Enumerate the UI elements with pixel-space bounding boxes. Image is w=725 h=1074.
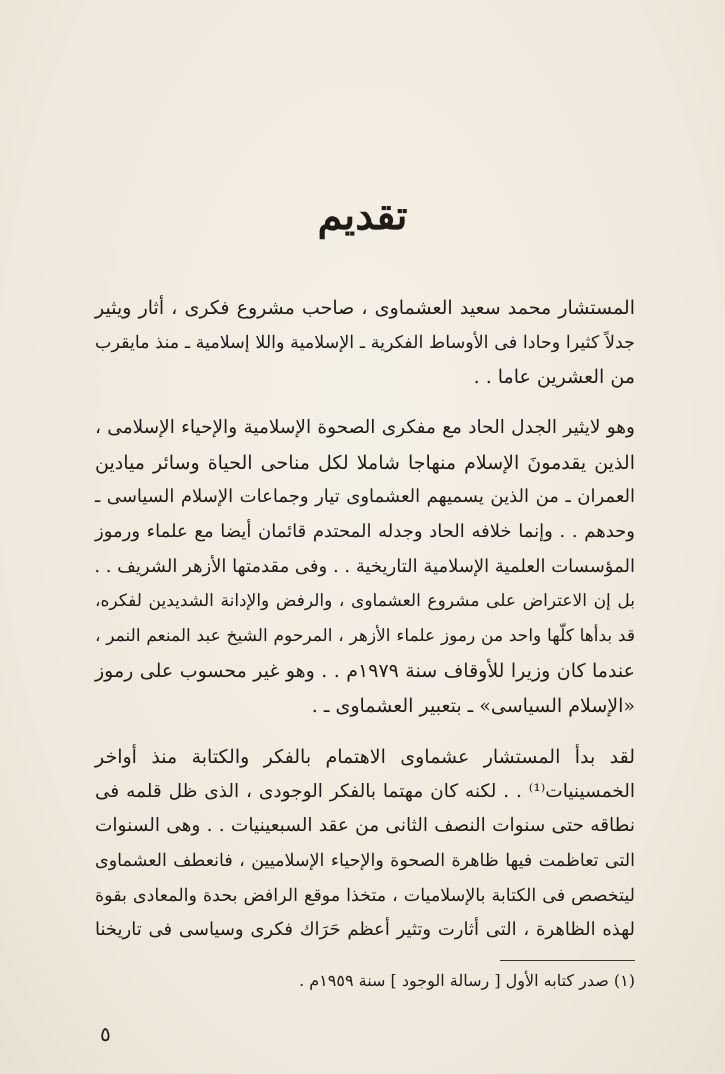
text-line: الذين يقدمونَ الإسلام منهاجا شاملا لكل مناحى الحياة وسائر ميادين [95,451,635,474]
text-line: ليتخصص فى الكتابة بالإسلاميات ، متخذا موقع الرافض بحدة والمعادى بقوة [95,885,635,906]
text-line: لهذه الظاهرة ، التى أثارت وتثير أعظم حَرَاك فكرى وسياسى فى تاريخنا [95,919,636,941]
paragraph-1 [95,291,635,395]
page-number: ٥ [100,1022,111,1046]
text-line: نطاقه حتى سنوات النصف الثانى من عقد السبعينيات . . وهى السنوات [95,815,635,837]
text-line: قد بدأها كلّها واحد من رموز علماء الأزهر ، المرحوم الشيخ عبد المنعم النمر ، [95,626,635,647]
text-line: عندما كان وزيرا للأوقاف سنة ١٩٧٩م . . وهو غير محسوب على رموز [95,659,635,682]
page-title: تقديم [317,192,408,239]
text-line: من العشرين عاما . . [473,366,635,389]
footnote-divider [500,960,635,961]
text-line: الخمسينيات⁽¹⁾ . . لكنه كان مهتما بالفكر الوجودى ، الذى ظل قلمه فى [95,780,635,802]
paragraph-2 [95,411,635,723]
text-line: جدلاً كثيرا وحادا فى الأوساط الفكرية ـ الإسلامية واللا إسلامية ـ منذ مايقرب [95,332,635,353]
text-line: بل إن الاعتراض على مشروع العشماوى ، والرفض والإدانة الشديدين لفكره، [95,591,635,612]
text-line: المستشار محمد سعيد العشماوى ، صاحب مشروع فكرى ، أثار ويثير [95,297,635,319]
text-line: «الإسلام السياسى» ـ بتعبير العشماوى ـ . [311,694,635,717]
text-line: التى تعاظمت فيها ظاهرة الصحوة والإحياء الإسلاميين ، فانعطف العشماوى [95,851,635,872]
text-line: وحدهم . . وإنما خلافه الحاد وجدله المحتدم قائمان أيضا مع علماء ورموز [95,521,635,543]
text-line: العمران ـ من الذين يسميهم العشماوى تيار وجماعات الإسلام السياسى ـ [95,486,635,508]
text-line: المؤسسات العلمية الإسلامية التاريخية . . وفى مقدمتها الأزهر الشريف . . [94,555,635,577]
text-line: لقد بدأ المستشار عشماوى الاهتمام بالفكر والكتابة منذ أواخر [95,746,635,768]
text-line: وهو لايثير الجدل الحاد مع مفكرى الصحوة الإسلامية والإحياء الإسلامى ، [95,417,635,438]
paragraph-3 [95,740,635,948]
footnote: (١) صدر كتابه الأول [ رسالة الوجود ] سنة ١٩٥٩م . [299,971,635,990]
